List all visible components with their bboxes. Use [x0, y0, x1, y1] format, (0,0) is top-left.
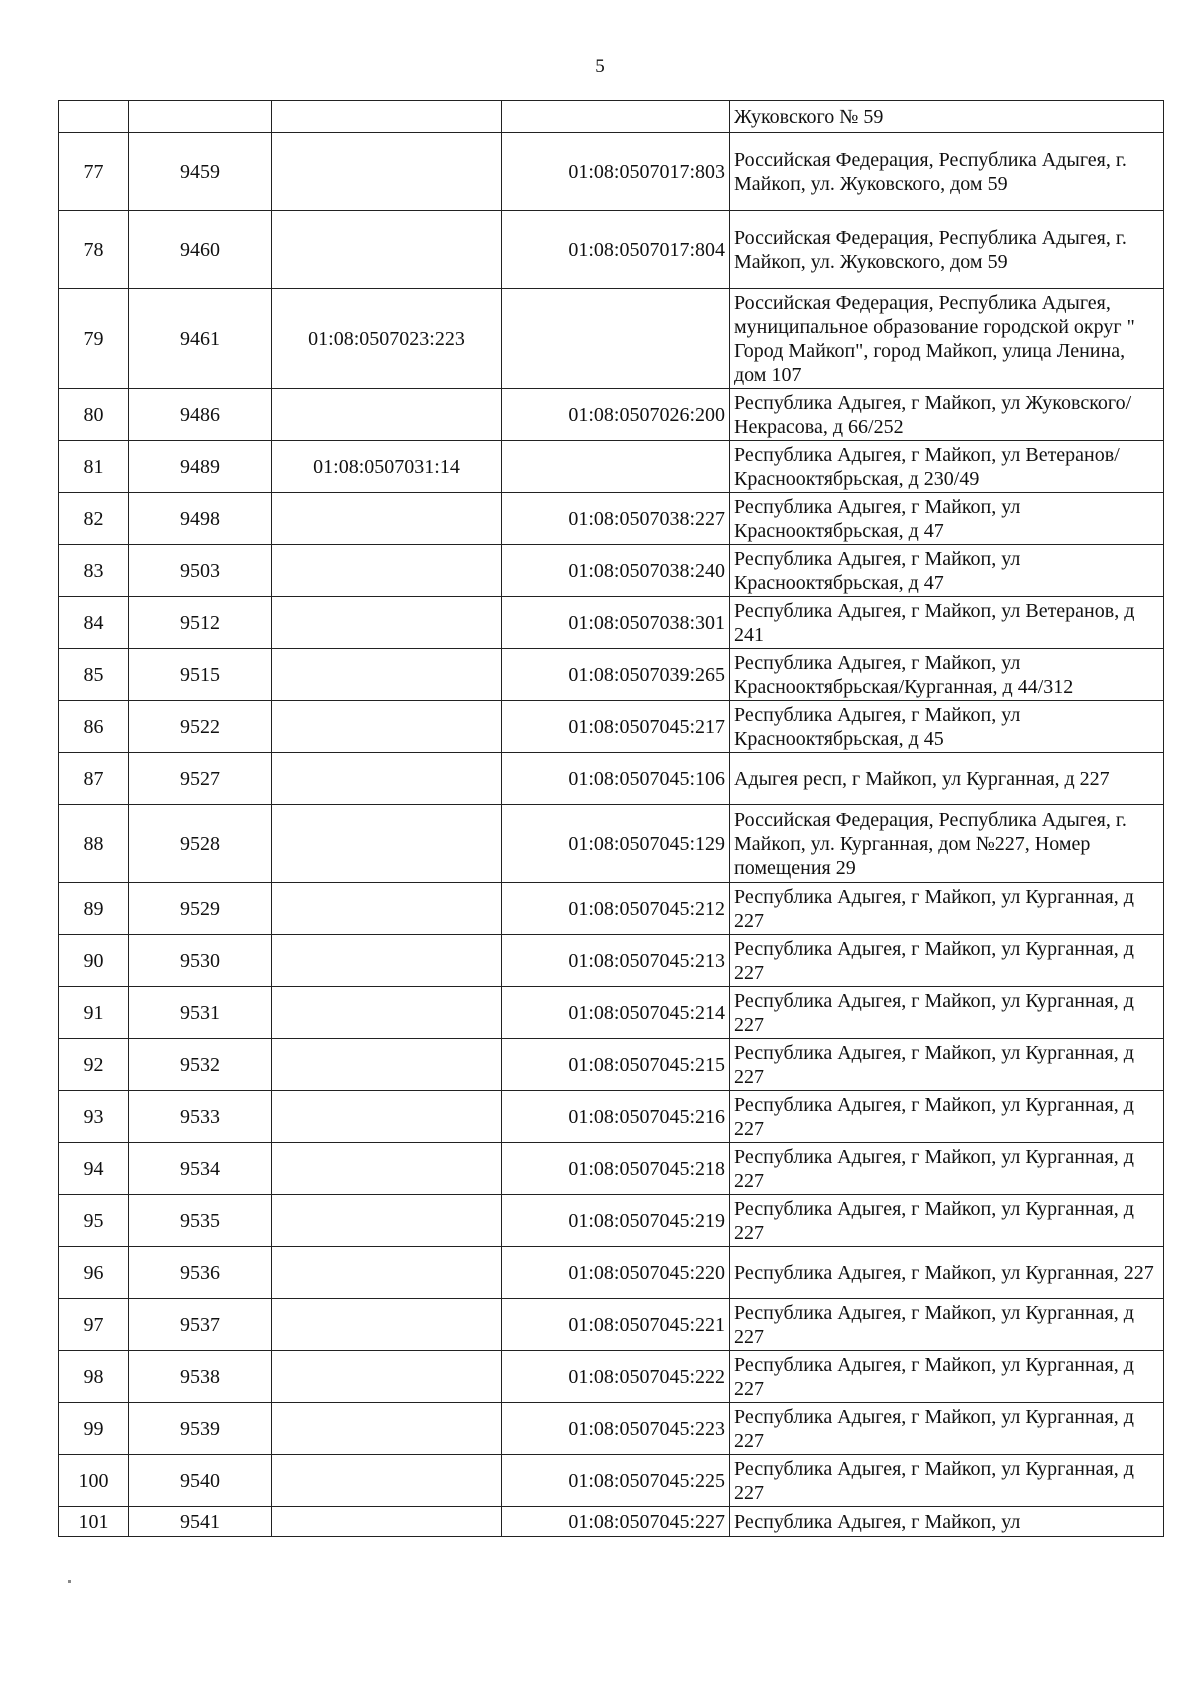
table-row — [59, 935, 1164, 987]
address-cell: Республика Адыгея, г Майкоп, ул Краснооктябрьская/Курганная, д 44/312 — [730, 649, 1164, 701]
row-number-cell: 80 — [59, 389, 129, 441]
object-cadastral-number-cell: 01:08:0507045:129 — [502, 805, 730, 883]
table-row — [59, 493, 1164, 545]
registry-number-cell: 9489 — [129, 441, 272, 493]
registry-number-cell: 9528 — [129, 805, 272, 883]
table-row — [59, 1455, 1164, 1507]
registry-number-cell: 9529 — [129, 883, 272, 935]
land-cadastral-number-cell — [272, 133, 502, 211]
page-number: 5 — [595, 56, 605, 77]
land-cadastral-number-cell — [272, 1247, 502, 1299]
address-cell: Республика Адыгея, г Майкоп, ул Курганная, д 227 — [730, 1351, 1164, 1403]
address-cell: Российская Федерация, Республика Адыгея, муниципальное образование городской округ " Город Майкоп", город Майкоп, улица Ленина, дом 107 — [730, 289, 1164, 389]
address-cell: Республика Адыгея, г Майкоп, ул Курганная, д 227 — [730, 1195, 1164, 1247]
row-number-cell: 100 — [59, 1455, 129, 1507]
object-cadastral-number-cell: 01:08:0507045:219 — [502, 1195, 730, 1247]
row-number-cell: 93 — [59, 1091, 129, 1143]
object-cadastral-number-cell: 01:08:0507045:221 — [502, 1299, 730, 1351]
land-cadastral-number-cell — [272, 1195, 502, 1247]
registry-number-cell: 9512 — [129, 597, 272, 649]
land-cadastral-number-cell: 01:08:0507023:223 — [272, 289, 502, 389]
address-cell: Республика Адыгея, г Майкоп, ул — [730, 1507, 1164, 1537]
table-row — [59, 1351, 1164, 1403]
object-cadastral-number-cell: 01:08:0507045:214 — [502, 987, 730, 1039]
land-cadastral-number-cell — [272, 935, 502, 987]
scan-dot — [68, 1580, 71, 1583]
object-cadastral-number-cell: 01:08:0507045:222 — [502, 1351, 730, 1403]
row-number-cell: 94 — [59, 1143, 129, 1195]
registry-number-cell: 9537 — [129, 1299, 272, 1351]
land-cadastral-number-cell — [272, 649, 502, 701]
land-cadastral-number-cell — [272, 545, 502, 597]
address-cell: Республика Адыгея, г Майкоп, ул Курганная, д 227 — [730, 1143, 1164, 1195]
row-number-cell: 85 — [59, 649, 129, 701]
table-row — [59, 597, 1164, 649]
registry-number-cell: 9540 — [129, 1455, 272, 1507]
table-row — [59, 133, 1164, 211]
registry-number-cell: 9533 — [129, 1091, 272, 1143]
table-row — [59, 987, 1164, 1039]
object-cadastral-number-cell: 01:08:0507039:265 — [502, 649, 730, 701]
object-cadastral-number-cell: 01:08:0507045:216 — [502, 1091, 730, 1143]
land-cadastral-number-cell — [272, 1507, 502, 1537]
land-cadastral-number-cell — [272, 1143, 502, 1195]
land-cadastral-number-cell — [272, 753, 502, 805]
land-cadastral-number-cell — [272, 101, 502, 133]
table-row — [59, 441, 1164, 493]
land-cadastral-number-cell — [272, 597, 502, 649]
registry-number-cell: 9534 — [129, 1143, 272, 1195]
object-cadastral-number-cell: 01:08:0507045:212 — [502, 883, 730, 935]
table-row — [59, 805, 1164, 883]
row-number-cell: 79 — [59, 289, 129, 389]
land-cadastral-number-cell — [272, 1039, 502, 1091]
row-number-cell: 101 — [59, 1507, 129, 1537]
table-row — [59, 701, 1164, 753]
row-number-cell: 77 — [59, 133, 129, 211]
table-row — [59, 1507, 1164, 1537]
address-cell: Республика Адыгея, г Майкоп, ул Курганная, д 227 — [730, 1091, 1164, 1143]
object-cadastral-number-cell: 01:08:0507017:803 — [502, 133, 730, 211]
row-number-cell: 86 — [59, 701, 129, 753]
row-number-cell: 91 — [59, 987, 129, 1039]
table-row — [59, 1091, 1164, 1143]
object-cadastral-number-cell: 01:08:0507045:223 — [502, 1403, 730, 1455]
row-number-cell: 89 — [59, 883, 129, 935]
registry-number-cell: 9498 — [129, 493, 272, 545]
object-cadastral-number-cell: 01:08:0507045:225 — [502, 1455, 730, 1507]
address-cell: Адыгея респ, г Майкоп, ул Курганная, д 227 — [730, 753, 1164, 805]
object-cadastral-number-cell — [502, 101, 730, 133]
registry-number-cell — [129, 101, 272, 133]
row-number-cell: 88 — [59, 805, 129, 883]
table-row — [59, 1403, 1164, 1455]
registry-number-cell: 9536 — [129, 1247, 272, 1299]
object-cadastral-number-cell — [502, 441, 730, 493]
land-cadastral-number-cell — [272, 1351, 502, 1403]
table-row — [59, 389, 1164, 441]
address-cell: Российская Федерация, Республика Адыгея, г. Майкоп, ул. Жуковского, дом 59 — [730, 133, 1164, 211]
object-cadastral-number-cell: 01:08:0507045:106 — [502, 753, 730, 805]
row-number-cell: 90 — [59, 935, 129, 987]
table-row — [59, 1247, 1164, 1299]
land-cadastral-number-cell — [272, 211, 502, 289]
row-number-cell: 87 — [59, 753, 129, 805]
land-cadastral-number-cell — [272, 1403, 502, 1455]
address-cell: Республика Адыгея, г Майкоп, ул Курганная, д 227 — [730, 1403, 1164, 1455]
address-cell: Республика Адыгея, г Майкоп, ул Курганная, 227 — [730, 1247, 1164, 1299]
row-number-cell: 96 — [59, 1247, 129, 1299]
table-row — [59, 1039, 1164, 1091]
table-row — [59, 1299, 1164, 1351]
registry-number-cell: 9531 — [129, 987, 272, 1039]
registry-number-cell: 9461 — [129, 289, 272, 389]
object-cadastral-number-cell: 01:08:0507045:218 — [502, 1143, 730, 1195]
address-cell: Жуковского № 59 — [730, 101, 1164, 133]
registry-number-cell: 9503 — [129, 545, 272, 597]
land-cadastral-number-cell — [272, 493, 502, 545]
object-cadastral-number-cell: 01:08:0507045:220 — [502, 1247, 730, 1299]
row-number-cell: 98 — [59, 1351, 129, 1403]
registry-number-cell: 9527 — [129, 753, 272, 805]
address-cell: Республика Адыгея, г Майкоп, ул Жуковского/Некрасова, д 66/252 — [730, 389, 1164, 441]
row-number-cell: 95 — [59, 1195, 129, 1247]
object-cadastral-number-cell — [502, 289, 730, 389]
address-cell: Республика Адыгея, г Майкоп, ул Курганная, д 227 — [730, 1299, 1164, 1351]
row-number-cell — [59, 101, 129, 133]
land-cadastral-number-cell — [272, 987, 502, 1039]
address-cell: Республика Адыгея, г Майкоп, ул Курганная, д 227 — [730, 935, 1164, 987]
registry-number-cell: 9486 — [129, 389, 272, 441]
address-cell: Республика Адыгея, г Майкоп, ул Краснооктябрьская, д 47 — [730, 545, 1164, 597]
address-cell: Республика Адыгея, г Майкоп, ул Курганная, д 227 — [730, 987, 1164, 1039]
registry-number-cell: 9530 — [129, 935, 272, 987]
object-cadastral-number-cell: 01:08:0507045:217 — [502, 701, 730, 753]
registry-number-cell: 9539 — [129, 1403, 272, 1455]
registry-number-cell: 9538 — [129, 1351, 272, 1403]
registry-number-cell: 9459 — [129, 133, 272, 211]
row-number-cell: 78 — [59, 211, 129, 289]
land-cadastral-number-cell — [272, 805, 502, 883]
table-row — [59, 101, 1164, 133]
table-row — [59, 1143, 1164, 1195]
registry-number-cell: 9522 — [129, 701, 272, 753]
table-row — [59, 883, 1164, 935]
registry-number-cell: 9532 — [129, 1039, 272, 1091]
address-cell: Республика Адыгея, г Майкоп, ул Курганная, д 227 — [730, 883, 1164, 935]
land-cadastral-number-cell — [272, 1299, 502, 1351]
table-row — [59, 289, 1164, 389]
land-cadastral-number-cell — [272, 389, 502, 441]
address-cell: Российская Федерация, Республика Адыгея, г. Майкоп, ул. Жуковского, дом 59 — [730, 211, 1164, 289]
object-cadastral-number-cell: 01:08:0507045:215 — [502, 1039, 730, 1091]
land-cadastral-number-cell — [272, 701, 502, 753]
row-number-cell: 97 — [59, 1299, 129, 1351]
address-cell: Республика Адыгея, г Майкоп, ул Краснооктябрьская, д 45 — [730, 701, 1164, 753]
row-number-cell: 84 — [59, 597, 129, 649]
object-cadastral-number-cell: 01:08:0507017:804 — [502, 211, 730, 289]
object-cadastral-number-cell: 01:08:0507045:213 — [502, 935, 730, 987]
address-cell: Республика Адыгея, г Майкоп, ул Краснооктябрьская, д 47 — [730, 493, 1164, 545]
table-row — [59, 753, 1164, 805]
address-cell: Республика Адыгея, г Майкоп, ул Ветеранов/Краснооктябрьская, д 230/49 — [730, 441, 1164, 493]
registry-number-cell: 9515 — [129, 649, 272, 701]
table-row — [59, 649, 1164, 701]
land-cadastral-number-cell — [272, 883, 502, 935]
object-cadastral-number-cell: 01:08:0507038:227 — [502, 493, 730, 545]
table-row — [59, 1195, 1164, 1247]
address-cell: Российская Федерация, Республика Адыгея, г. Майкоп, ул. Курганная, дом №227, Номер помещения 29 — [730, 805, 1164, 883]
row-number-cell: 81 — [59, 441, 129, 493]
row-number-cell: 99 — [59, 1403, 129, 1455]
row-number-cell: 82 — [59, 493, 129, 545]
registry-number-cell: 9541 — [129, 1507, 272, 1537]
address-cell: Республика Адыгея, г Майкоп, ул Курганная, д 227 — [730, 1455, 1164, 1507]
land-cadastral-number-cell: 01:08:0507031:14 — [272, 441, 502, 493]
address-cell: Республика Адыгея, г Майкоп, ул Курганная, д 227 — [730, 1039, 1164, 1091]
land-cadastral-number-cell — [272, 1455, 502, 1507]
object-cadastral-number-cell: 01:08:0507026:200 — [502, 389, 730, 441]
row-number-cell: 83 — [59, 545, 129, 597]
registry-number-cell: 9460 — [129, 211, 272, 289]
table-row — [59, 545, 1164, 597]
object-cadastral-number-cell: 01:08:0507038:301 — [502, 597, 730, 649]
registry-number-cell: 9535 — [129, 1195, 272, 1247]
object-cadastral-number-cell: 01:08:0507045:227 — [502, 1507, 730, 1537]
table-row — [59, 211, 1164, 289]
land-cadastral-number-cell — [272, 1091, 502, 1143]
address-cell: Республика Адыгея, г Майкоп, ул Ветеранов, д 241 — [730, 597, 1164, 649]
row-number-cell: 92 — [59, 1039, 129, 1091]
registry-table-body — [59, 101, 1164, 1537]
property-registry-table — [58, 100, 1164, 1537]
object-cadastral-number-cell: 01:08:0507038:240 — [502, 545, 730, 597]
